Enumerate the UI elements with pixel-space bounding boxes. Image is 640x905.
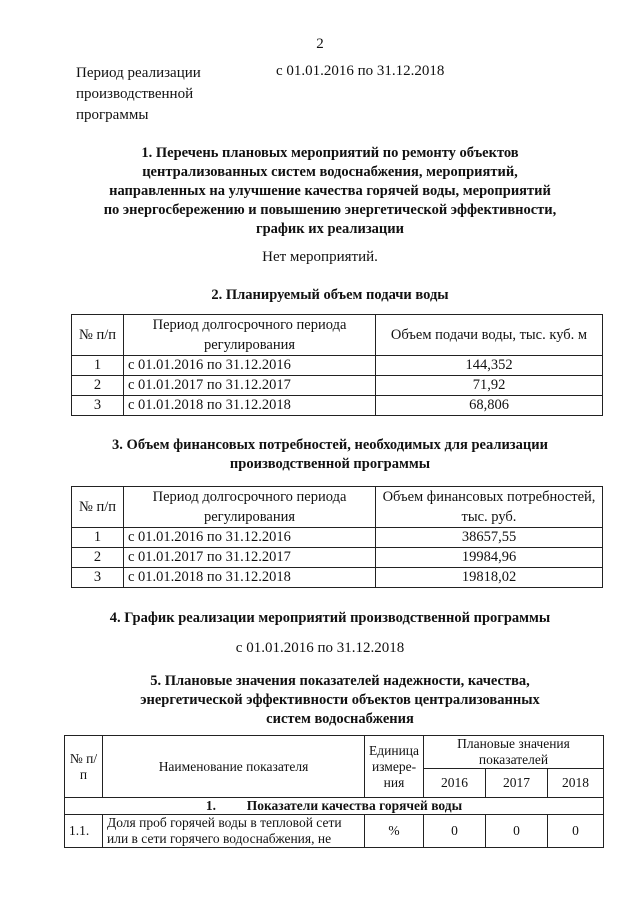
table-row — [72, 396, 603, 416]
row-value-2016: 0 — [424, 815, 486, 848]
financial-needs-table — [71, 486, 603, 588]
section5-title: 5. Плановые значения показателей надежности, качества, энергетической эффективности объектов централизованных систем водоснабжения — [140, 673, 540, 727]
row-period: с 01.01.2017 по 31.12.2017 — [124, 376, 376, 396]
header-year: 2016 — [424, 769, 486, 798]
period-label: Период реализации производственной программы — [76, 65, 201, 123]
table-header-row — [65, 736, 604, 769]
group-title: Показатели качества горячей воды — [246, 798, 463, 813]
row-num: 1 — [72, 356, 124, 376]
section3-title: 3. Объем финансовых потребностей, необходимых для реализации производственной программы — [112, 437, 548, 472]
header-finance: Объем финансовых потребностей, тыс. руб. — [376, 487, 603, 528]
row-num: 2 — [72, 376, 124, 396]
table-header-row — [72, 487, 603, 528]
table-header-row — [72, 315, 603, 356]
table-row — [72, 548, 603, 568]
group-header — [65, 798, 604, 815]
header-unit: Единица измере-ния — [365, 736, 424, 798]
row-finance: 19984,96 — [376, 548, 603, 568]
section2-title: 2. Планируемый объем подачи воды — [211, 287, 449, 303]
header-year: 2017 — [486, 769, 548, 798]
row-period: с 01.01.2017 по 31.12.2017 — [124, 548, 376, 568]
row-finance: 38657,55 — [376, 528, 603, 548]
row-value-2017: 0 — [486, 815, 548, 848]
row-volume: 144,352 — [376, 356, 603, 376]
row-unit: % — [365, 815, 424, 848]
row-volume: 68,806 — [376, 396, 603, 416]
header-num: № п/п — [72, 487, 124, 528]
header-volume: Объем подачи воды, тыс. куб. м — [376, 315, 603, 356]
row-period: с 01.01.2018 по 31.12.2018 — [124, 568, 376, 588]
row-finance: 19818,02 — [376, 568, 603, 588]
group-num: 1. — [205, 798, 216, 813]
header-period: Период долгосрочного периода регулирования — [124, 487, 376, 528]
header-year: 2018 — [548, 769, 604, 798]
table-row — [72, 376, 603, 396]
page-number: 2 — [316, 36, 324, 52]
row-period: с 01.01.2018 по 31.12.2018 — [124, 396, 376, 416]
table-group-row — [65, 798, 604, 815]
table-row — [72, 528, 603, 548]
row-period: с 01.01.2016 по 31.12.2016 — [124, 528, 376, 548]
header-indicator-name: Наименование показателя — [103, 736, 365, 798]
row-indicator-name: Доля проб горячей воды в тепловой сети или в сети горячего водоснабжения, не — [103, 815, 365, 848]
row-num: 1.1. — [65, 815, 103, 848]
row-volume: 71,92 — [376, 376, 603, 396]
section4-title: 4. График реализации мероприятий производственной программы — [109, 610, 551, 626]
table-row — [72, 356, 603, 376]
row-value-2018: 0 — [548, 815, 604, 848]
period-value: с 01.01.2016 по 31.12.2018 — [276, 63, 445, 79]
header-num: № п/п — [65, 736, 103, 798]
row-num: 3 — [72, 396, 124, 416]
header-period: Период долгосрочного периода регулирования — [124, 315, 376, 356]
water-volume-table — [71, 314, 603, 416]
section4-period: с 01.01.2016 по 31.12.2018 — [235, 640, 405, 656]
header-plan-values: Плановые значения показателей — [424, 736, 604, 769]
row-num: 3 — [72, 568, 124, 588]
row-num: 1 — [72, 528, 124, 548]
header-num: № п/п — [72, 315, 124, 356]
table-row — [65, 815, 604, 848]
section1-note: Нет мероприятий. — [262, 249, 378, 265]
table-row — [72, 568, 603, 588]
row-period: с 01.01.2016 по 31.12.2016 — [124, 356, 376, 376]
row-num: 2 — [72, 548, 124, 568]
section1-title: 1. Перечень плановых мероприятий по ремонту объектов централизованных систем водоснабжения, мероприятий, направленных на улучшение качества горячей воды, мероприятий по энергосбережению и повышению энергетической эффективности, график их реализации — [103, 145, 557, 237]
indicators-table — [64, 735, 604, 848]
